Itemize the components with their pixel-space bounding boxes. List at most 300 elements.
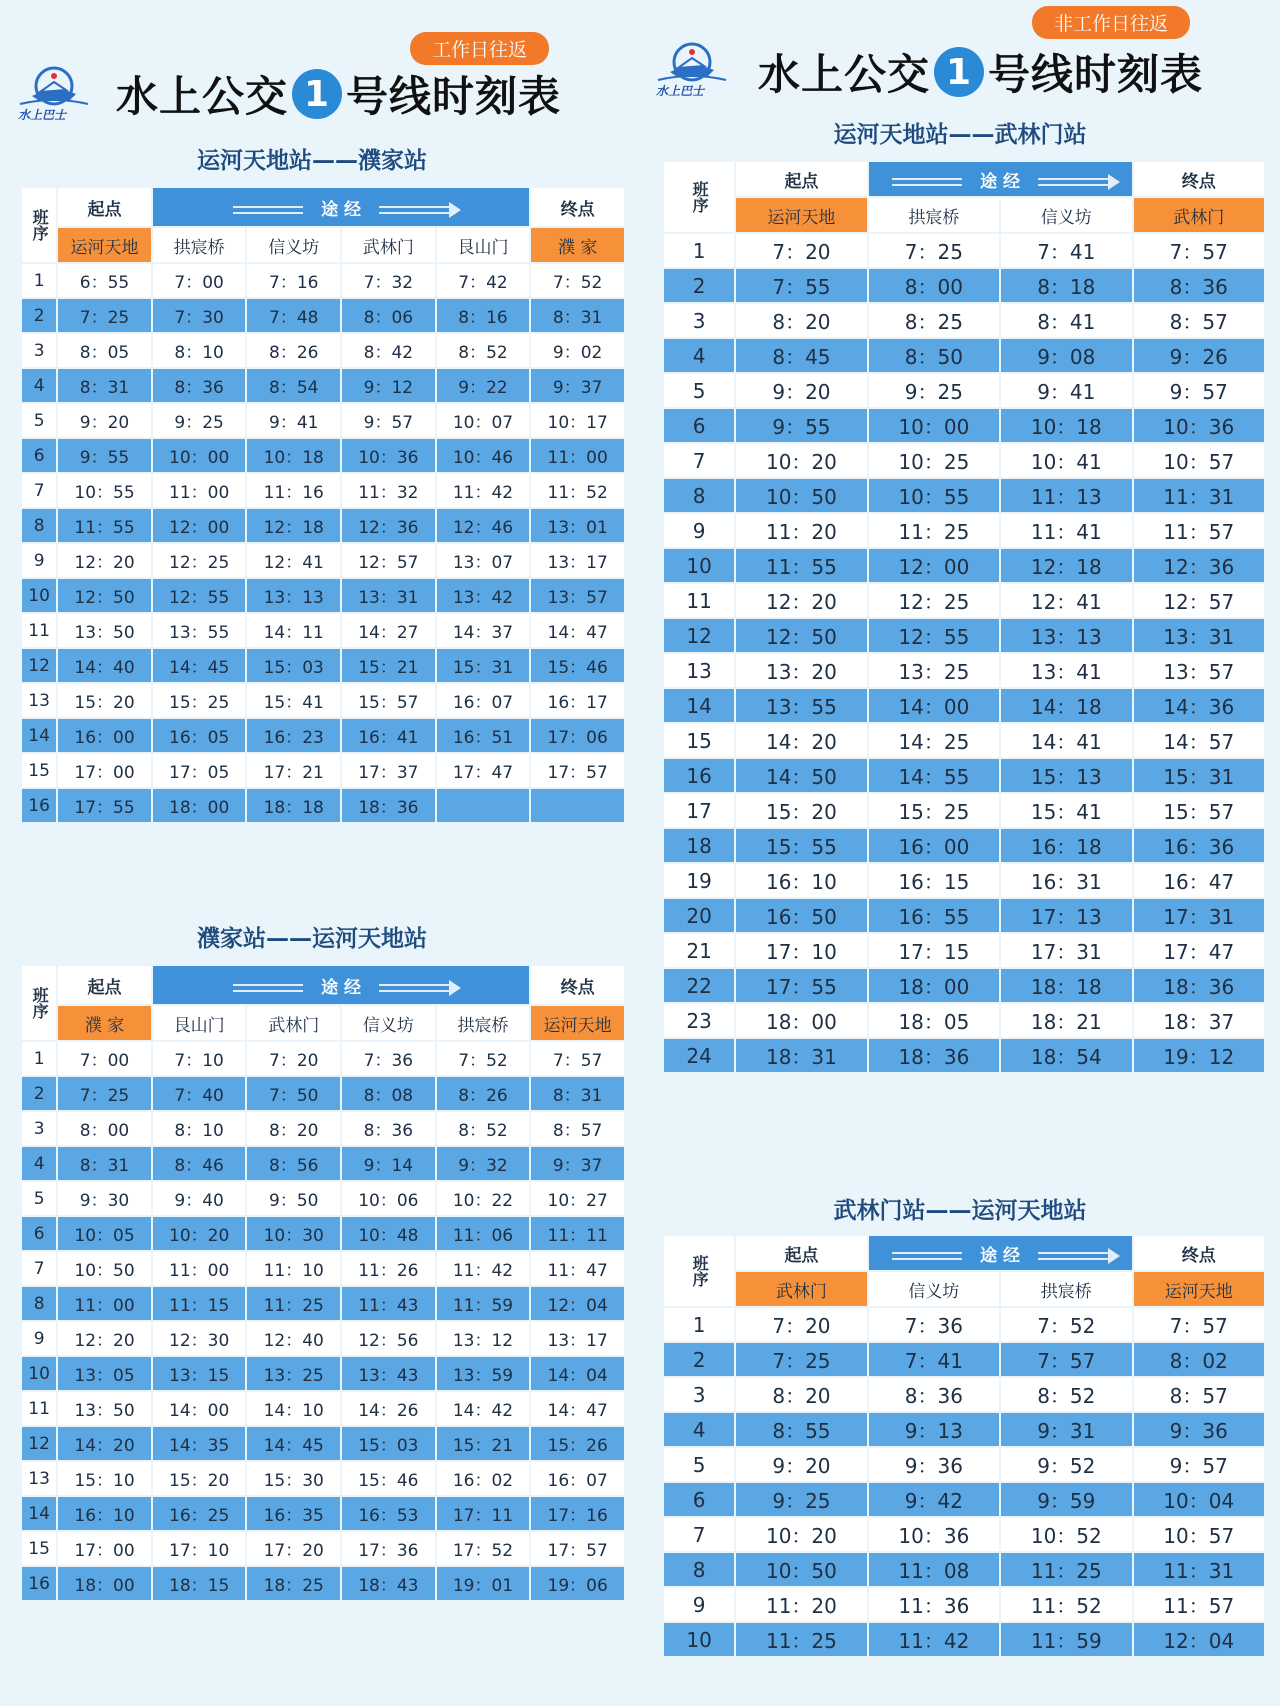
time-cell: 17：16	[531, 1497, 624, 1530]
time-cell: 9：36	[869, 1448, 999, 1481]
weekday-badge: 工作日往返	[410, 32, 549, 65]
time-cell: 11：42	[437, 474, 530, 507]
via-header: 途 经	[153, 188, 529, 226]
time-cell: 7：00	[58, 1042, 151, 1075]
seq-cell: 6	[664, 1483, 734, 1516]
time-cell: 19：12	[1134, 1039, 1264, 1072]
time-cell: 17：10	[153, 1532, 246, 1565]
time-cell: 10：05	[58, 1217, 151, 1250]
end-header: 终点	[531, 188, 624, 226]
time-cell: 9：12	[342, 369, 435, 402]
seq-cell: 16	[22, 789, 56, 822]
time-cell: 16：31	[1001, 864, 1131, 897]
table-row	[22, 334, 624, 367]
time-cell: 13：17	[531, 544, 624, 577]
page-title	[116, 64, 561, 124]
time-cell: 16：15	[869, 864, 999, 897]
table-row	[664, 794, 1264, 827]
table-row	[22, 1392, 624, 1425]
time-cell: 17：37	[342, 754, 435, 787]
time-cell: 17：31	[1134, 899, 1264, 932]
time-cell: 15：20	[736, 794, 866, 827]
time-cell: 15：57	[1134, 794, 1264, 827]
time-cell: 11：25	[736, 1623, 866, 1656]
time-cell: 11：43	[342, 1287, 435, 1320]
table-row	[22, 1427, 624, 1460]
time-cell: 11：13	[1001, 479, 1131, 512]
time-cell: 14：55	[869, 759, 999, 792]
seq-cell: 5	[22, 404, 56, 437]
time-cell: 8：54	[247, 369, 340, 402]
time-cell: 10：48	[342, 1217, 435, 1250]
time-cell: 8：26	[247, 334, 340, 367]
time-cell: 13：13	[1001, 619, 1131, 652]
time-cell: 16：51	[437, 719, 530, 752]
time-cell: 8：06	[342, 299, 435, 332]
time-cell: 15：55	[736, 829, 866, 862]
time-cell: 7：48	[247, 299, 340, 332]
time-cell: 9：57	[1134, 1448, 1264, 1481]
time-cell: 9：40	[153, 1182, 246, 1215]
time-cell: 10：57	[1134, 1518, 1264, 1551]
time-cell: 10：50	[58, 1252, 151, 1285]
seq-cell: 4	[664, 339, 734, 372]
time-cell: 9：31	[1001, 1413, 1131, 1446]
time-cell: 14：00	[869, 689, 999, 722]
table-row	[22, 1182, 624, 1215]
time-cell: 15：20	[58, 684, 151, 717]
seq-cell: 11	[22, 1392, 56, 1425]
time-cell: 12：04	[531, 1287, 624, 1320]
time-cell: 8：25	[869, 304, 999, 337]
time-cell: 11：08	[869, 1553, 999, 1586]
time-cell: 7：57	[1134, 234, 1264, 267]
seq-cell: 4	[664, 1413, 734, 1446]
time-cell: 18：15	[153, 1567, 246, 1600]
time-cell: 9：55	[58, 439, 151, 472]
time-cell: 12：18	[247, 509, 340, 542]
time-cell: 8：36	[1134, 269, 1264, 302]
time-cell: 8：00	[58, 1112, 151, 1145]
time-cell: 9：14	[342, 1147, 435, 1180]
time-cell: 9：50	[247, 1182, 340, 1215]
time-cell: 12：36	[1134, 549, 1264, 582]
time-cell: 15：46	[342, 1462, 435, 1495]
time-cell: 7：36	[342, 1042, 435, 1075]
time-cell: 12：57	[342, 544, 435, 577]
table-row	[22, 369, 624, 402]
time-cell: 8：20	[736, 304, 866, 337]
time-cell: 10：04	[1134, 1483, 1264, 1516]
station-header: 武林门	[247, 1006, 340, 1040]
table-subtitle: 运河天地站——武林门站	[833, 122, 1087, 148]
time-cell: 16：17	[531, 684, 624, 717]
water-bus-logo-icon	[652, 40, 732, 102]
time-cell: 12：04	[1134, 1623, 1264, 1656]
time-cell: 7：40	[153, 1077, 246, 1110]
time-cell: 14：57	[1134, 724, 1264, 757]
time-cell: 10：50	[736, 1553, 866, 1586]
time-cell: 13：05	[58, 1357, 151, 1390]
time-cell: 9：22	[437, 369, 530, 402]
time-cell: 16：10	[736, 864, 866, 897]
station-header: 拱宸桥	[1001, 1272, 1131, 1306]
time-cell: 12：00	[869, 549, 999, 582]
time-cell: 16：02	[437, 1462, 530, 1495]
table-row	[664, 619, 1264, 652]
time-cell: 15：57	[342, 684, 435, 717]
seq-cell: 6	[664, 409, 734, 442]
table-row	[22, 544, 624, 577]
time-cell: 16：07	[531, 1462, 624, 1495]
station-header: 艮山门	[437, 228, 530, 262]
table-row	[22, 1497, 624, 1530]
table-row	[664, 549, 1264, 582]
time-cell: 11：25	[1001, 1553, 1131, 1586]
time-cell: 7：52	[531, 264, 624, 297]
table-row	[664, 1308, 1264, 1341]
time-cell: 10：06	[342, 1182, 435, 1215]
time-cell: 7：25	[869, 234, 999, 267]
seq-cell: 11	[664, 584, 734, 617]
time-cell: 9：36	[1134, 1413, 1264, 1446]
table-row	[664, 444, 1264, 477]
time-cell: 18：05	[869, 1004, 999, 1037]
table-row	[664, 1518, 1264, 1551]
table-row	[22, 1217, 624, 1250]
table-row	[22, 1112, 624, 1145]
time-cell: 8：45	[736, 339, 866, 372]
time-cell: 14：40	[58, 649, 151, 682]
time-cell: 17：31	[1001, 934, 1131, 967]
seq-cell: 7	[664, 444, 734, 477]
seq-cell: 14	[664, 689, 734, 722]
time-cell: 8：31	[531, 299, 624, 332]
seq-header: 班序	[22, 188, 56, 262]
time-cell: 14：25	[869, 724, 999, 757]
seq-cell: 2	[664, 269, 734, 302]
time-cell: 14：50	[736, 759, 866, 792]
time-cell: 14：36	[1134, 689, 1264, 722]
station-header: 信义坊	[342, 1006, 435, 1040]
time-cell: 7：20	[736, 1308, 866, 1341]
via-header: 途 经	[869, 162, 1132, 196]
time-cell: 11：06	[437, 1217, 530, 1250]
time-cell: 17：11	[437, 1497, 530, 1530]
time-cell: 11：57	[1134, 514, 1264, 547]
time-cell: 13：43	[342, 1357, 435, 1390]
start-header: 起点	[58, 966, 151, 1004]
time-cell: 12：20	[58, 544, 151, 577]
time-cell: 11：59	[437, 1287, 530, 1320]
table-row	[664, 1039, 1264, 1072]
time-cell: 14：18	[1001, 689, 1131, 722]
seq-cell: 23	[664, 1004, 734, 1037]
time-cell: 16：00	[58, 719, 151, 752]
seq-cell: 15	[664, 724, 734, 757]
line-number-badge: 1	[934, 47, 984, 97]
seq-cell: 5	[664, 374, 734, 407]
time-cell: 13：17	[531, 1322, 624, 1355]
seq-cell: 9	[664, 1588, 734, 1621]
station-header: 运河天地	[531, 1006, 624, 1040]
time-cell: 11：25	[869, 514, 999, 547]
time-cell: 16：50	[736, 899, 866, 932]
time-cell: 9：37	[531, 369, 624, 402]
time-cell: 11：00	[153, 474, 246, 507]
time-cell: 12：57	[1134, 584, 1264, 617]
seq-header: 班序	[664, 1236, 734, 1306]
seq-cell: 7	[22, 474, 56, 507]
time-cell: 11：55	[58, 509, 151, 542]
table-row	[22, 649, 624, 682]
time-cell: 9：20	[736, 374, 866, 407]
time-cell: 7：57	[1134, 1308, 1264, 1341]
time-cell: 18：00	[58, 1567, 151, 1600]
time-cell: 12：56	[342, 1322, 435, 1355]
table-row	[664, 969, 1264, 1002]
time-cell: 17：20	[247, 1532, 340, 1565]
time-cell: 11：20	[736, 514, 866, 547]
time-cell: 15：30	[247, 1462, 340, 1495]
time-cell: 16：23	[247, 719, 340, 752]
time-cell: 14：20	[736, 724, 866, 757]
station-header: 濮 家	[531, 228, 624, 262]
time-cell: 10：17	[531, 404, 624, 437]
station-header: 拱宸桥	[437, 1006, 530, 1040]
time-cell: 8：52	[437, 334, 530, 367]
time-cell: 11：57	[1134, 1588, 1264, 1621]
time-cell: 17：00	[58, 754, 151, 787]
time-cell: 10：41	[1001, 444, 1131, 477]
time-cell: 11：31	[1134, 479, 1264, 512]
time-cell: 16：35	[247, 1497, 340, 1530]
title-suffix: 号线时刻表	[346, 72, 562, 121]
start-header: 起点	[736, 1236, 866, 1270]
start-header: 起点	[736, 162, 866, 196]
time-cell	[531, 789, 624, 822]
time-cell: 10：36	[342, 439, 435, 472]
seq-cell: 20	[664, 899, 734, 932]
time-cell	[437, 789, 530, 822]
seq-cell: 1	[22, 1042, 56, 1075]
time-cell: 16：00	[869, 829, 999, 862]
time-cell: 10：07	[437, 404, 530, 437]
table-row	[22, 1077, 624, 1110]
time-cell: 7：52	[437, 1042, 530, 1075]
time-cell: 14：35	[153, 1427, 246, 1460]
table-subtitle: 运河天地站——濮家站	[197, 148, 427, 174]
time-cell: 16：41	[342, 719, 435, 752]
time-cell: 17：55	[58, 789, 151, 822]
table-row	[22, 754, 624, 787]
seq-cell: 1	[664, 234, 734, 267]
weekday-header	[0, 30, 640, 120]
time-cell: 9：25	[153, 404, 246, 437]
table-row	[22, 1042, 624, 1075]
time-cell: 11：20	[736, 1588, 866, 1621]
table-row	[22, 1357, 624, 1390]
time-cell: 10：18	[247, 439, 340, 472]
time-cell: 12：20	[736, 584, 866, 617]
time-cell: 18：31	[736, 1039, 866, 1072]
table-row	[664, 1483, 1264, 1516]
time-cell: 9：20	[736, 1448, 866, 1481]
time-cell: 14：26	[342, 1392, 435, 1425]
time-cell: 14：10	[247, 1392, 340, 1425]
time-cell: 12：41	[1001, 584, 1131, 617]
seq-cell: 24	[664, 1039, 734, 1072]
table-row	[22, 1567, 624, 1600]
time-cell: 12：30	[153, 1322, 246, 1355]
line-number-badge: 1	[292, 69, 342, 119]
time-cell: 9：13	[869, 1413, 999, 1446]
seq-cell: 2	[22, 299, 56, 332]
time-cell: 8：08	[342, 1077, 435, 1110]
time-cell: 8：36	[153, 369, 246, 402]
seq-cell: 12	[22, 1427, 56, 1460]
seq-cell: 13	[22, 1462, 56, 1495]
table-row	[22, 299, 624, 332]
time-cell: 8：41	[1001, 304, 1131, 337]
table-row	[664, 654, 1264, 687]
seq-cell: 4	[22, 369, 56, 402]
time-cell: 18：25	[247, 1567, 340, 1600]
time-cell: 11：59	[1001, 1623, 1131, 1656]
time-cell: 18：00	[869, 969, 999, 1002]
time-cell: 12：46	[437, 509, 530, 542]
time-cell: 14：45	[247, 1427, 340, 1460]
time-cell: 9：57	[1134, 374, 1264, 407]
time-cell: 9：41	[247, 404, 340, 437]
time-cell: 13：57	[531, 579, 624, 612]
time-cell: 17：06	[531, 719, 624, 752]
seq-cell: 14	[22, 1497, 56, 1530]
weekend-badge: 非工作日往返	[1032, 6, 1190, 39]
title-suffix: 号线时刻表	[988, 50, 1204, 99]
time-cell: 9：08	[1001, 339, 1131, 372]
time-cell: 11：36	[869, 1588, 999, 1621]
seq-cell: 19	[664, 864, 734, 897]
time-cell: 15：41	[247, 684, 340, 717]
time-cell: 8：57	[1134, 304, 1264, 337]
seq-cell: 5	[22, 1182, 56, 1215]
time-cell: 10：20	[153, 1217, 246, 1250]
time-cell: 7：55	[736, 269, 866, 302]
time-cell: 16：36	[1134, 829, 1264, 862]
table-row	[664, 1553, 1264, 1586]
time-cell: 17：57	[531, 754, 624, 787]
seq-cell: 7	[22, 1252, 56, 1285]
time-cell: 9：02	[531, 334, 624, 367]
direction-arrow-icon	[379, 206, 449, 214]
seq-cell: 3	[22, 1112, 56, 1145]
seq-cell: 9	[22, 544, 56, 577]
time-cell: 8：10	[153, 334, 246, 367]
time-cell: 11：10	[247, 1252, 340, 1285]
table-row	[664, 934, 1264, 967]
time-cell: 8：00	[869, 269, 999, 302]
time-cell: 8：52	[1001, 1378, 1131, 1411]
time-cell: 10：46	[437, 439, 530, 472]
time-cell: 18：21	[1001, 1004, 1131, 1037]
table-row	[22, 719, 624, 752]
seq-cell: 8	[22, 509, 56, 542]
end-header: 终点	[1134, 162, 1264, 196]
time-cell: 17：00	[58, 1532, 151, 1565]
table-row	[22, 684, 624, 717]
table-row	[664, 899, 1264, 932]
time-cell: 10：55	[58, 474, 151, 507]
time-cell: 13：13	[247, 579, 340, 612]
time-cell: 11：25	[247, 1287, 340, 1320]
time-cell: 17：47	[1134, 934, 1264, 967]
time-cell: 15：10	[58, 1462, 151, 1495]
time-cell: 18：18	[247, 789, 340, 822]
seq-cell: 2	[22, 1077, 56, 1110]
table-row	[22, 1532, 624, 1565]
time-cell: 8：10	[153, 1112, 246, 1145]
seq-cell: 1	[664, 1308, 734, 1341]
seq-cell: 2	[664, 1343, 734, 1376]
time-cell: 15：25	[153, 684, 246, 717]
time-cell: 8：36	[869, 1378, 999, 1411]
seq-cell: 3	[664, 304, 734, 337]
table-row	[22, 789, 624, 822]
time-cell: 10：50	[736, 479, 866, 512]
time-cell: 9：37	[531, 1147, 624, 1180]
time-cell: 7：52	[1001, 1308, 1131, 1341]
table-row	[22, 509, 624, 542]
direction-arrow-icon	[1038, 178, 1108, 186]
time-cell: 7：25	[58, 299, 151, 332]
seq-cell: 16	[22, 1567, 56, 1600]
seq-cell: 10	[22, 579, 56, 612]
time-cell: 9：20	[58, 404, 151, 437]
time-cell: 10：36	[1134, 409, 1264, 442]
time-cell: 12：41	[247, 544, 340, 577]
table-subtitle: 武林门站——运河天地站	[833, 1198, 1087, 1224]
table-row	[22, 474, 624, 507]
time-cell: 13：42	[437, 579, 530, 612]
seq-cell: 6	[22, 439, 56, 472]
time-cell: 17：55	[736, 969, 866, 1002]
time-cell: 7：36	[869, 1308, 999, 1341]
timetable	[662, 160, 1266, 1074]
table-row	[22, 1252, 624, 1285]
time-cell: 9：30	[58, 1182, 151, 1215]
station-header: 运河天地	[736, 198, 866, 232]
time-cell: 16：47	[1134, 864, 1264, 897]
page-title	[758, 42, 1203, 102]
time-cell: 12：50	[736, 619, 866, 652]
table-row	[664, 1004, 1264, 1037]
time-cell: 9：25	[869, 374, 999, 407]
seq-cell: 10	[664, 1623, 734, 1656]
time-cell: 17：36	[342, 1532, 435, 1565]
time-cell: 13：31	[342, 579, 435, 612]
time-cell: 10：22	[437, 1182, 530, 1215]
table-row	[22, 579, 624, 612]
station-header: 信义坊	[869, 1272, 999, 1306]
time-cell: 13：25	[869, 654, 999, 687]
end-header: 终点	[531, 966, 624, 1004]
table-row	[22, 439, 624, 472]
time-cell: 14：42	[437, 1392, 530, 1425]
table-row	[664, 1343, 1264, 1376]
time-cell: 11：00	[531, 439, 624, 472]
time-cell: 13：50	[58, 614, 151, 647]
